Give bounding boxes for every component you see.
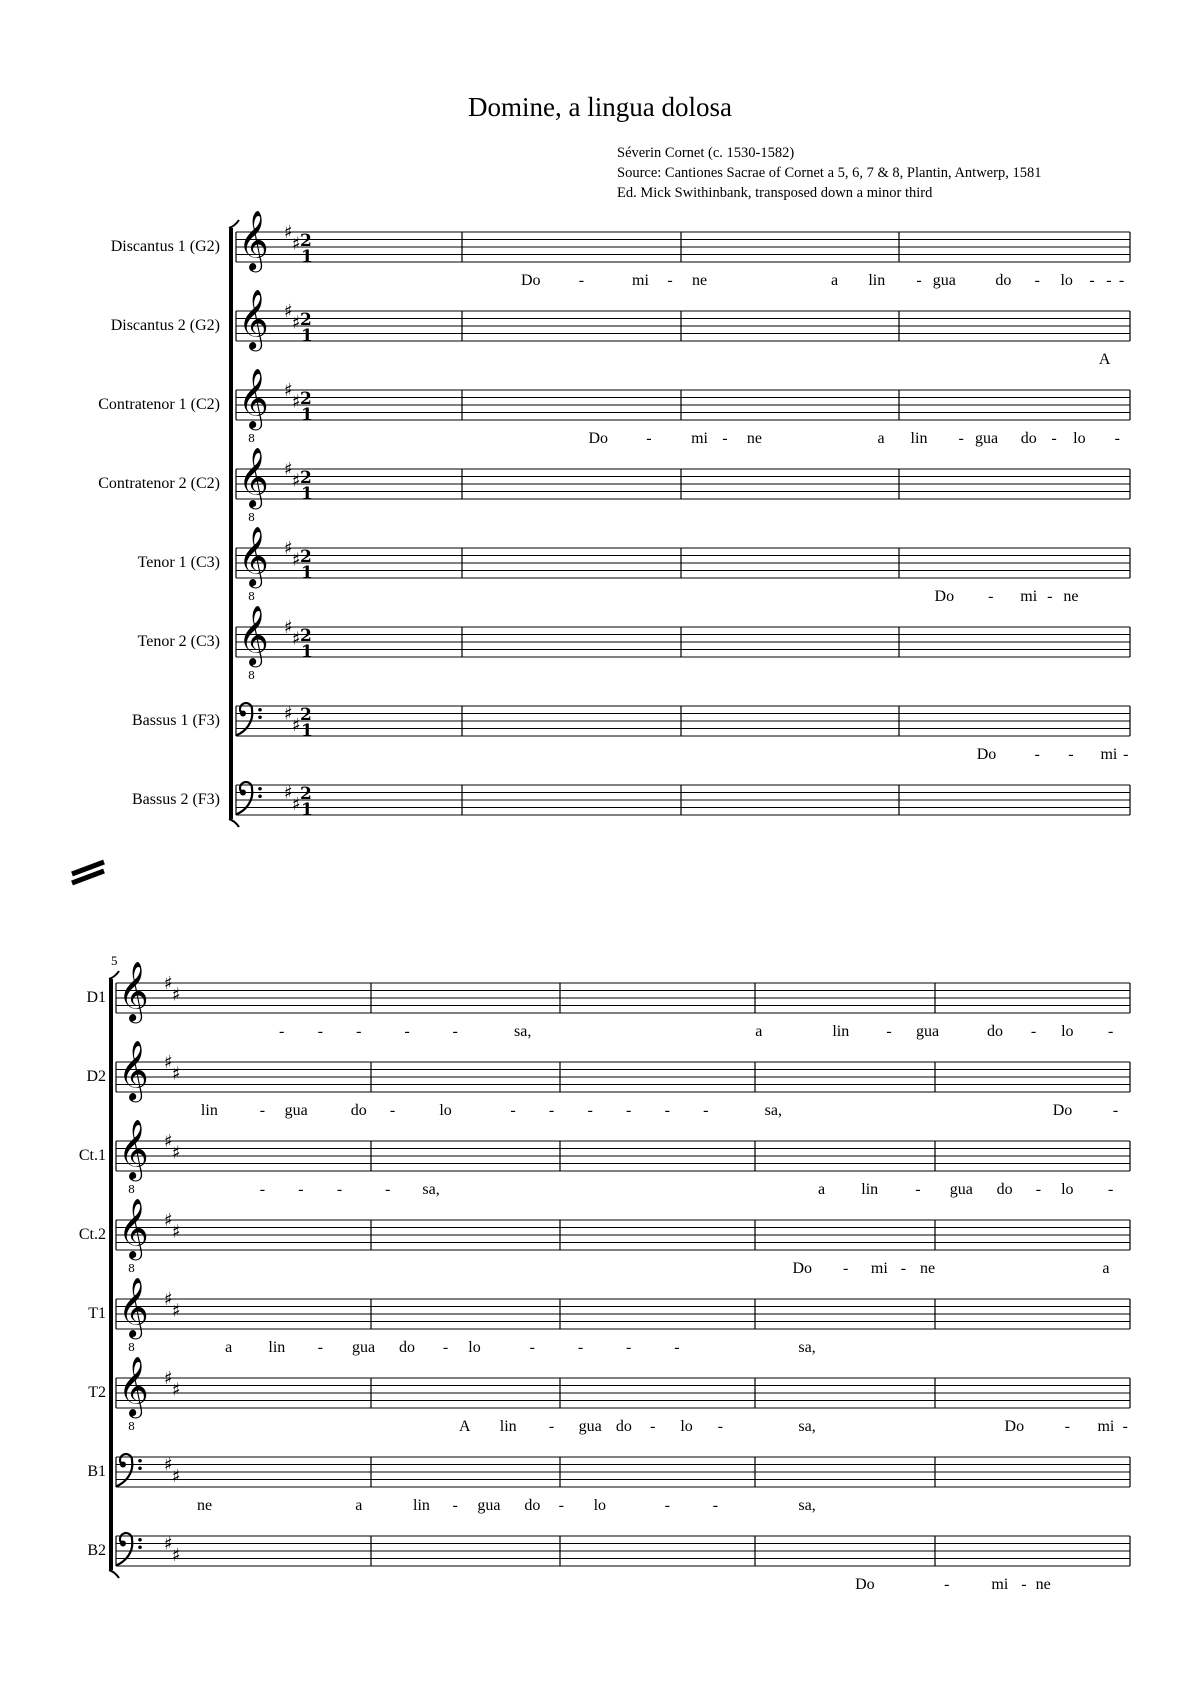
- lyric-syllable: -: [1030, 1023, 1037, 1040]
- clef-icon: [116, 1533, 132, 1565]
- lyric-syllable: -: [578, 272, 585, 289]
- part-name: B2: [87, 1542, 106, 1559]
- key-signature-sharp: ♯: [284, 703, 293, 725]
- part-name: Discantus 2 (G2): [110, 317, 220, 334]
- clef-icon-octave-mark: 8: [128, 1420, 135, 1433]
- time-signature-bottom: 1: [301, 563, 313, 583]
- lyric-syllable: ne: [746, 430, 762, 447]
- lyric-syllable: mi: [1020, 588, 1038, 605]
- clef-icon-dot-lower: [258, 715, 262, 719]
- lyric-syllable: -: [548, 1102, 555, 1119]
- time-signature-bottom: 1: [301, 484, 313, 504]
- clef-icon: 𝄞: [238, 368, 269, 429]
- lyric-syllable: -: [1064, 1418, 1070, 1435]
- lyric-syllable: -: [1114, 430, 1120, 447]
- lyric-syllable: mi: [691, 430, 708, 447]
- lyric-syllable: gua: [915, 1023, 940, 1040]
- key-signature-sharp: ♯: [284, 538, 293, 559]
- key-signature-sharp: ♯: [164, 1210, 173, 1231]
- lyric-syllable: lin: [868, 272, 886, 289]
- part-name: Bassus 1 (F3): [131, 712, 220, 729]
- lyric-syllable: -: [626, 1102, 632, 1119]
- lyric-syllable: -: [1108, 1181, 1114, 1198]
- lyric-syllable: lo: [1061, 1181, 1074, 1198]
- lyric-syllable: -: [842, 1260, 849, 1277]
- lyric-syllable: -: [916, 272, 922, 289]
- clef-icon: 𝄞: [118, 1277, 149, 1338]
- clef-icon: 𝄞: [238, 289, 269, 350]
- part-name: Discantus 1 (G2): [110, 238, 220, 255]
- lyric-syllable: sa,: [422, 1181, 440, 1198]
- lyric-syllable: sa,: [798, 1339, 816, 1356]
- lyric-syllable: a: [225, 1339, 233, 1356]
- clef-icon: [116, 1454, 132, 1486]
- part-name: Contratenor 2 (C2): [98, 475, 220, 492]
- lyric-syllable: gua: [974, 430, 999, 447]
- lyric-syllable: lin: [832, 1023, 850, 1040]
- lyric-syllable: a: [831, 272, 839, 289]
- clef-icon: 𝄞: [118, 1119, 149, 1180]
- lyric-syllable: do: [1020, 430, 1037, 447]
- key-signature-sharp: ♯: [284, 459, 293, 480]
- lyric-syllable: -: [577, 1339, 584, 1356]
- lyric-syllable: -: [587, 1102, 593, 1119]
- lyric-syllable: -: [548, 1418, 555, 1435]
- lyric-syllable: lo: [1073, 430, 1086, 447]
- key-signature-sharp: ♯: [172, 1063, 181, 1085]
- clef-icon: 𝄞: [238, 447, 269, 508]
- clef-icon: 𝄞: [118, 1356, 149, 1417]
- lyric-syllable: a: [355, 1497, 363, 1514]
- lyric-syllable: mi: [870, 1260, 888, 1277]
- lyric-syllable: -: [558, 1497, 564, 1514]
- time-signature-bottom: 1: [301, 642, 313, 662]
- lyric-syllable: -: [667, 272, 673, 289]
- lyric-syllable: sa,: [798, 1418, 816, 1435]
- clef-icon-octave-mark: 8: [248, 511, 255, 524]
- key-signature-sharp: ♯: [164, 1454, 173, 1476]
- key-signature-sharp: ♯: [172, 1379, 181, 1401]
- lyric-syllable: lin: [268, 1339, 286, 1356]
- lyric-syllable: ne: [919, 1260, 936, 1277]
- lyric-syllable: mi: [632, 272, 649, 289]
- lyric-syllable: mi: [991, 1576, 1009, 1593]
- time-signature-top: 2: [300, 547, 312, 567]
- lyric-syllable: A: [1098, 351, 1111, 368]
- lyric-syllable: lin: [861, 1181, 879, 1198]
- clef-icon: 𝄞: [238, 605, 269, 666]
- lyric-syllable: ne: [1063, 588, 1079, 605]
- lyric-syllable: gua: [352, 1339, 376, 1356]
- clef-icon-dot: [120, 1462, 126, 1468]
- time-signature-top: 2: [300, 231, 312, 251]
- bracket-bottom-hook: [229, 819, 239, 827]
- clef-icon-dot-lower: [138, 1466, 142, 1470]
- clef-icon-dot: [240, 711, 246, 717]
- clef-icon-dot-upper: [258, 708, 262, 712]
- lyric-syllable: -: [664, 1102, 670, 1119]
- clef-icon: 𝄞: [238, 526, 269, 587]
- lyric-syllable: sa,: [764, 1102, 782, 1119]
- part-name: Tenor 2 (C3): [137, 633, 220, 650]
- lyric-syllable: -: [664, 1497, 670, 1514]
- clef-icon-octave-mark: 8: [248, 432, 255, 445]
- lyric-syllable: -: [915, 1181, 921, 1198]
- lyric-syllable: -: [452, 1023, 458, 1040]
- lyric-syllable: gua: [932, 272, 956, 289]
- lyric-syllable: -: [1047, 588, 1053, 605]
- lyric-syllable: do: [995, 272, 1012, 289]
- lyric-syllable: -: [1122, 1418, 1128, 1435]
- lyric-syllable: -: [988, 588, 994, 605]
- lyric-syllable: do: [350, 1102, 367, 1119]
- clef-icon-dot: [240, 790, 246, 796]
- measure-number: 5: [111, 953, 118, 968]
- lyric-syllable: Do: [792, 1260, 813, 1277]
- lyric-syllable: -: [722, 430, 728, 447]
- key-signature-sharp: ♯: [172, 1544, 181, 1566]
- lyric-syllable: do: [615, 1418, 632, 1435]
- composer-line: Séverin Cornet (c. 1530-1582): [617, 145, 795, 161]
- lyric-syllable: -: [900, 1260, 907, 1277]
- clef-icon-dot-upper: [258, 787, 262, 791]
- part-name: Bassus 2 (F3): [131, 791, 220, 808]
- lyric-syllable: -: [712, 1497, 719, 1514]
- clef-icon: [236, 703, 252, 735]
- lyric-syllable: -: [317, 1339, 323, 1356]
- time-signature-bottom: 1: [301, 326, 313, 346]
- clef-icon: [236, 782, 252, 814]
- key-signature-sharp: ♯: [164, 1368, 173, 1389]
- lyric-syllable: lin: [499, 1418, 517, 1435]
- page-title: Domine, a lingua dolosa: [468, 92, 732, 122]
- time-signature-top: 2: [300, 626, 312, 646]
- key-signature-sharp: ♯: [292, 312, 301, 334]
- lyric-syllable: lo: [468, 1339, 481, 1356]
- key-signature-sharp: ♯: [292, 233, 301, 255]
- lyric-syllable: do: [987, 1023, 1004, 1040]
- clef-icon-octave-mark: 8: [128, 1262, 135, 1275]
- lyric-syllable: -: [317, 1023, 323, 1040]
- lyric-syllable: do: [524, 1497, 541, 1514]
- lyric-syllable: mi: [1097, 1418, 1115, 1435]
- lyric-syllable: sa,: [798, 1497, 816, 1514]
- clef-icon-octave-mark: 8: [128, 1183, 135, 1196]
- part-name: T2: [88, 1384, 106, 1401]
- lyric-syllable: -: [1108, 1023, 1114, 1040]
- part-name: D2: [86, 1068, 106, 1085]
- lyric-syllable: lo: [593, 1497, 607, 1514]
- lyric-syllable: do: [399, 1339, 415, 1356]
- key-signature-sharp: ♯: [164, 1052, 173, 1073]
- lyric-syllable: ne: [1035, 1576, 1051, 1593]
- lyric-syllable: -: [356, 1023, 362, 1040]
- lyric-syllable: -: [1035, 1181, 1042, 1198]
- time-signature-bottom: 1: [301, 247, 313, 267]
- clef-icon-dot: [120, 1541, 126, 1547]
- key-signature-sharp: ♯: [284, 380, 293, 401]
- lyric-syllable: -: [944, 1576, 950, 1593]
- clef-icon: 𝄞: [238, 210, 269, 271]
- part-name: Contratenor 1 (C2): [98, 396, 220, 413]
- lyric-syllable: -: [1068, 746, 1074, 763]
- lyric-syllable: -: [646, 430, 652, 447]
- key-signature-sharp: ♯: [284, 301, 293, 322]
- lyric-syllable: -: [385, 1181, 391, 1198]
- time-signature-bottom: 1: [301, 800, 313, 820]
- lyric-syllable: ne: [691, 272, 708, 289]
- clef-icon: 𝄞: [118, 1040, 149, 1101]
- lyric-syllable: -: [1123, 746, 1129, 763]
- lyric-syllable: a: [817, 1181, 826, 1198]
- time-signature-bottom: 1: [301, 721, 313, 741]
- lyric-syllable: -: [1021, 1576, 1027, 1593]
- lyric-syllable: -: [674, 1339, 680, 1356]
- lyric-syllable: -: [717, 1418, 723, 1435]
- lyric-syllable: -: [1106, 272, 1112, 289]
- key-signature-sharp: ♯: [164, 973, 173, 994]
- clef-icon-octave-mark: 8: [128, 1341, 135, 1354]
- lyric-syllable: -: [1118, 272, 1125, 289]
- key-signature-sharp: ♯: [164, 1289, 173, 1310]
- lyric-syllable: gua: [284, 1102, 308, 1119]
- part-name: T1: [88, 1305, 106, 1322]
- clef-icon-octave-mark: 8: [248, 590, 255, 603]
- lyric-syllable: -: [442, 1339, 449, 1356]
- key-signature-sharp: ♯: [292, 391, 301, 413]
- part-name: B1: [87, 1463, 106, 1480]
- key-signature-sharp: ♯: [284, 617, 293, 638]
- lyric-syllable: -: [1112, 1102, 1119, 1119]
- lyric-syllable: -: [1034, 272, 1040, 289]
- lyric-syllable: -: [298, 1181, 304, 1198]
- key-signature-sharp: ♯: [292, 549, 301, 571]
- lyric-syllable: -: [259, 1181, 266, 1198]
- lyric-syllable: a: [755, 1023, 763, 1040]
- lyric-syllable: lin: [413, 1497, 430, 1514]
- key-signature-sharp: ♯: [164, 1131, 173, 1152]
- key-signature-sharp: ♯: [172, 1465, 181, 1487]
- lyric-syllable: Do: [976, 746, 997, 763]
- key-signature-sharp: ♯: [172, 1300, 181, 1322]
- time-signature-top: 2: [300, 389, 312, 409]
- time-signature-top: 2: [300, 784, 312, 804]
- key-signature-sharp: ♯: [284, 222, 293, 243]
- clef-icon: 𝄞: [118, 961, 149, 1022]
- lyric-syllable: -: [703, 1102, 709, 1119]
- editor-line: Ed. Mick Swithinbank, transposed down a minor third: [617, 185, 933, 201]
- lyric-syllable: Do: [1052, 1102, 1073, 1119]
- lyric-syllable: -: [510, 1102, 516, 1119]
- part-name: Tenor 1 (C3): [137, 554, 220, 571]
- lyric-syllable: -: [626, 1339, 632, 1356]
- lyric-syllable: lin: [910, 430, 928, 447]
- clef-icon-octave-mark: 8: [248, 669, 255, 682]
- lyric-syllable: -: [389, 1102, 396, 1119]
- time-signature-top: 2: [300, 310, 312, 330]
- lyric-syllable: ne: [196, 1497, 213, 1514]
- key-signature-sharp: ♯: [284, 782, 293, 804]
- lyric-syllable: -: [279, 1023, 285, 1040]
- key-signature-sharp: ♯: [172, 1221, 181, 1243]
- lyric-syllable: -: [886, 1023, 892, 1040]
- part-name: D1: [86, 989, 106, 1006]
- lyric-syllable: -: [1089, 272, 1095, 289]
- lyric-syllable: A: [459, 1418, 471, 1435]
- clef-icon-dot-upper: [138, 1459, 142, 1463]
- clef-icon: 𝄞: [118, 1198, 149, 1259]
- lyric-syllable: -: [336, 1181, 343, 1198]
- lyric-syllable: -: [958, 430, 964, 447]
- clef-icon-dot-lower: [258, 794, 262, 798]
- lyric-syllable: a: [1102, 1260, 1110, 1277]
- time-signature-bottom: 1: [301, 405, 313, 425]
- lyric-syllable: gua: [949, 1181, 973, 1198]
- lyric-syllable: lo: [680, 1418, 693, 1435]
- lyric-syllable: -: [452, 1497, 458, 1514]
- lyric-syllable: Do: [934, 588, 955, 605]
- lyric-syllable: lo: [1060, 272, 1073, 289]
- lyric-syllable: mi: [1100, 746, 1118, 763]
- lyric-syllable: Do: [588, 430, 609, 447]
- lyric-syllable: sa,: [514, 1023, 532, 1040]
- key-signature-sharp: ♯: [292, 470, 301, 492]
- key-signature-sharp: ♯: [292, 793, 301, 815]
- lyric-syllable: lin: [200, 1102, 218, 1119]
- lyric-syllable: gua: [578, 1418, 602, 1435]
- lyric-syllable: -: [404, 1023, 410, 1040]
- lyric-syllable: -: [1034, 746, 1040, 763]
- lyric-syllable: -: [1051, 430, 1057, 447]
- key-signature-sharp: ♯: [172, 1142, 181, 1164]
- lyric-syllable: lo: [439, 1102, 452, 1119]
- time-signature-top: 2: [300, 705, 312, 725]
- key-signature-sharp: ♯: [292, 628, 301, 650]
- lyric-syllable: -: [650, 1418, 656, 1435]
- lyric-syllable: lo: [1061, 1023, 1074, 1040]
- source-line: Source: Cantiones Sacrae of Cornet a 5, 6, 7 & 8, Plantin, Antwerp, 1581: [617, 165, 1042, 181]
- lyric-syllable: Do: [855, 1576, 875, 1593]
- lyric-syllable: -: [259, 1102, 266, 1119]
- time-signature-top: 2: [300, 468, 312, 488]
- lyric-syllable: a: [877, 430, 885, 447]
- key-signature-sharp: ♯: [172, 984, 181, 1006]
- key-signature-sharp: ♯: [164, 1533, 173, 1555]
- lyric-syllable: do: [996, 1181, 1013, 1198]
- part-name: Ct.2: [78, 1226, 106, 1243]
- lyric-syllable: Do: [520, 272, 541, 289]
- lyric-syllable: gua: [477, 1497, 501, 1514]
- key-signature-sharp: ♯: [292, 714, 301, 736]
- lyric-syllable: Do: [1004, 1418, 1025, 1435]
- lyric-syllable: -: [529, 1339, 535, 1356]
- part-name: Ct.1: [78, 1147, 106, 1164]
- bracket-bottom-hook: [109, 1570, 119, 1578]
- clef-icon-dot-upper: [138, 1538, 142, 1542]
- clef-icon-dot-lower: [138, 1545, 142, 1549]
